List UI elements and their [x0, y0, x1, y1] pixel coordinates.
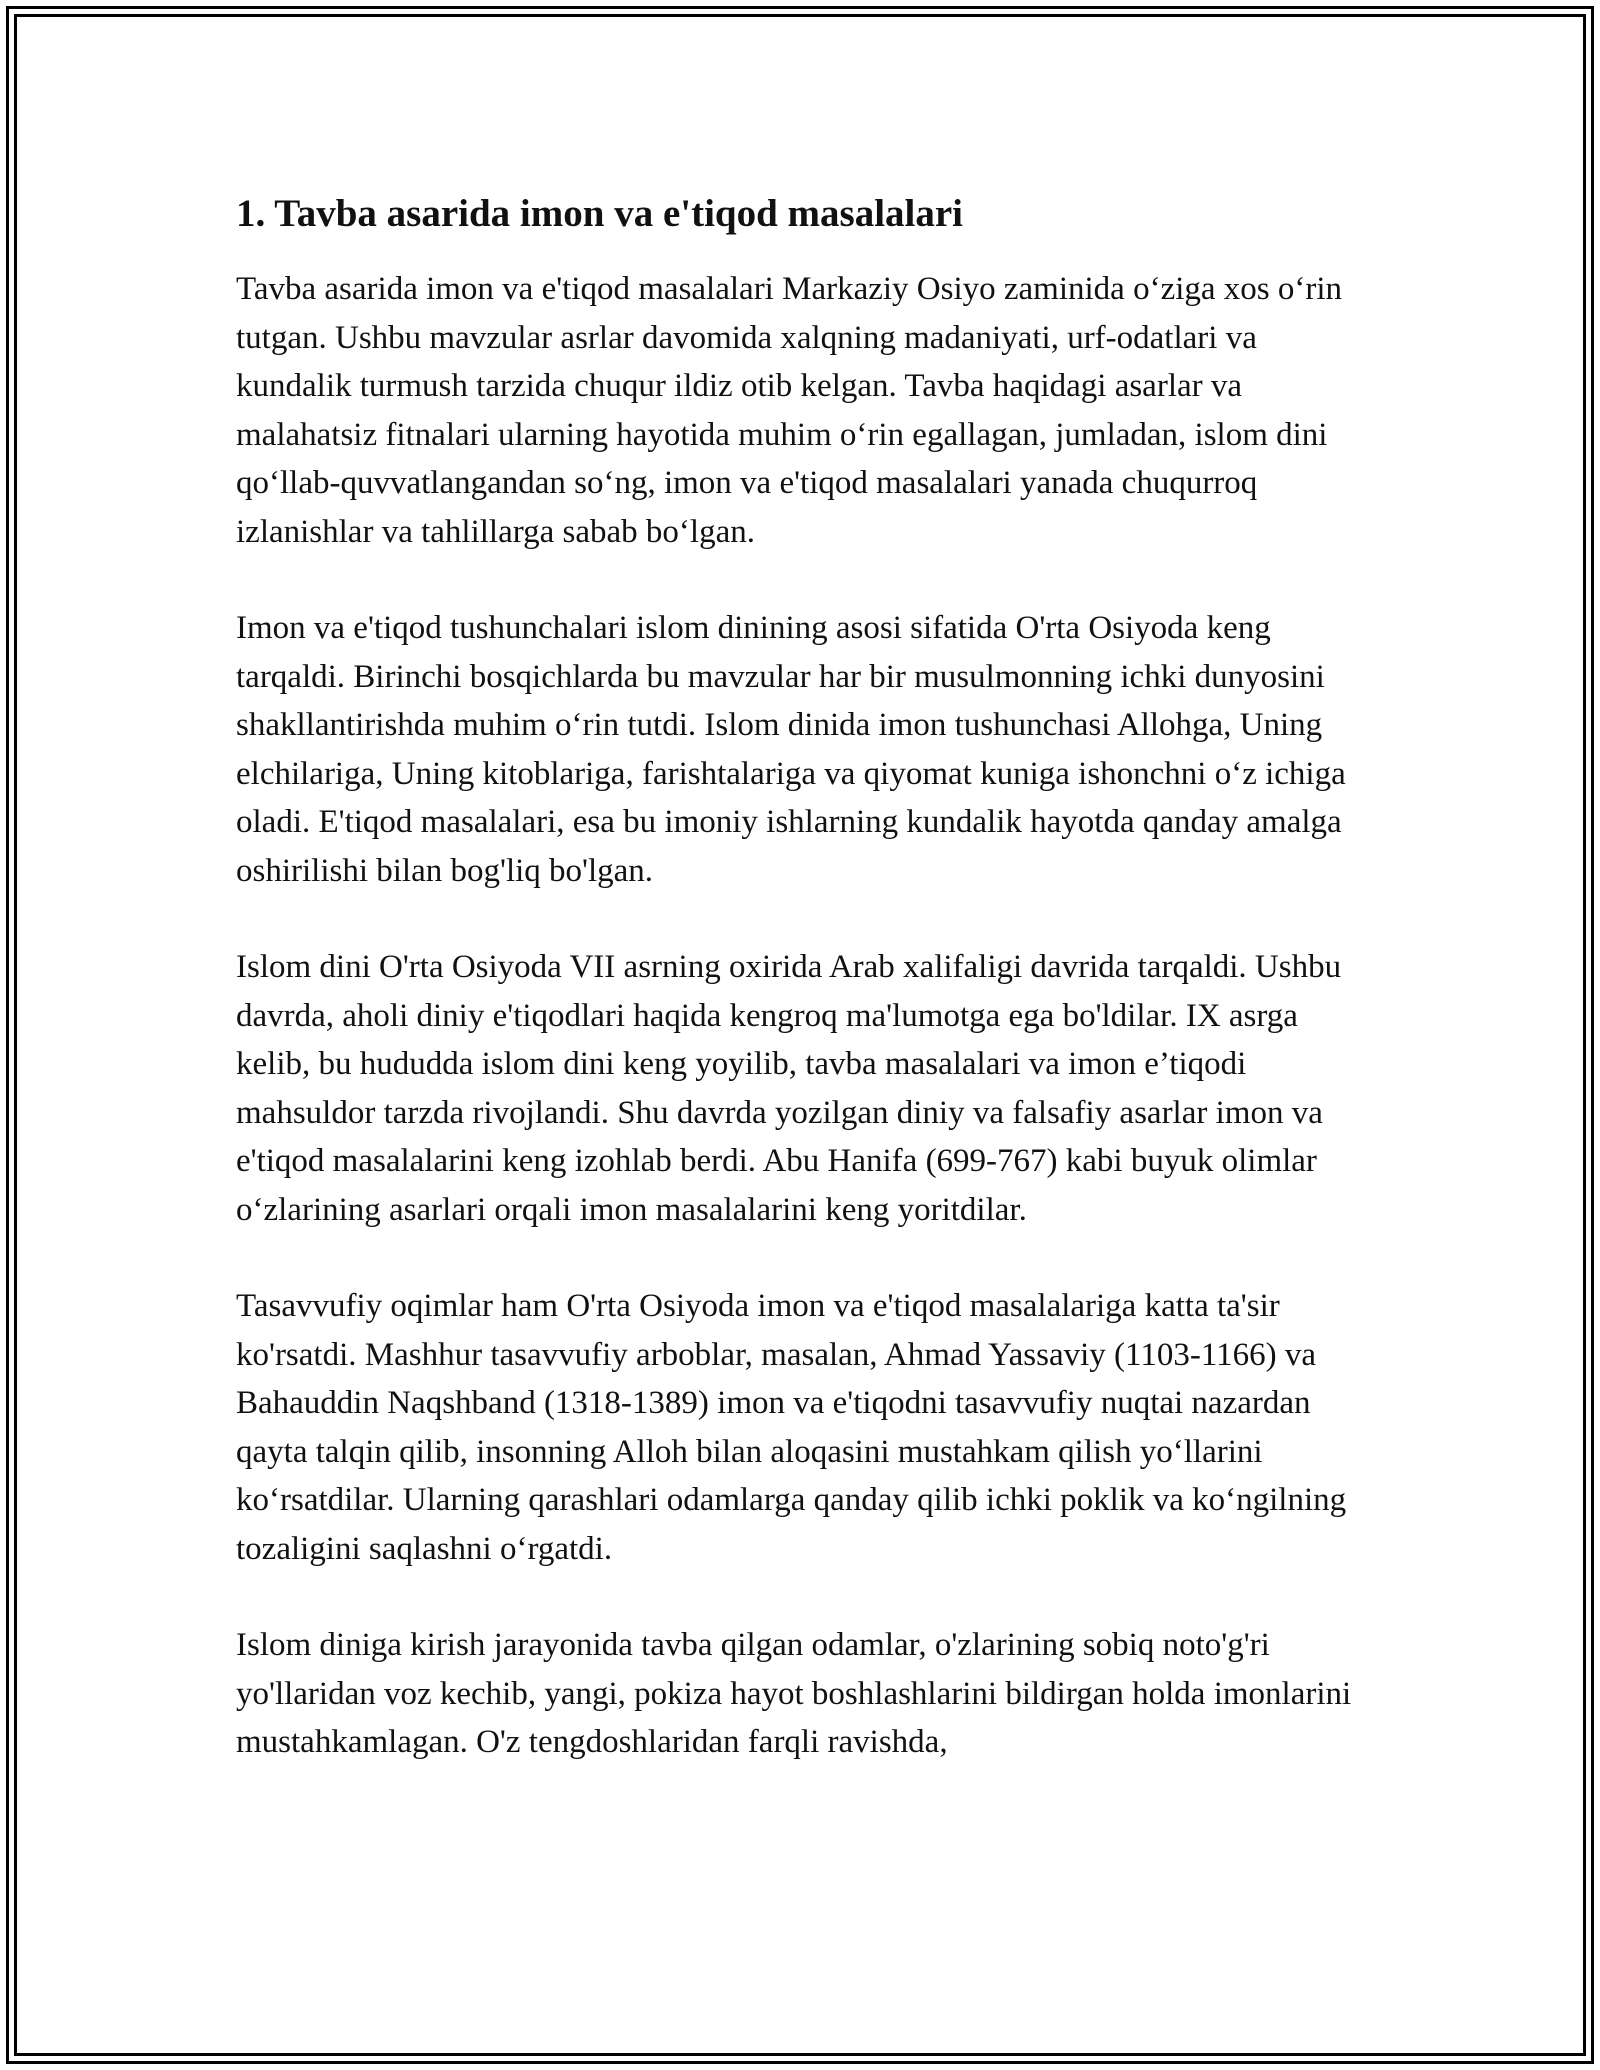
paragraph-5: Islom diniga kirish jarayonida tavba qilgan odamlar, o'zlarining sobiq noto'g'ri yo'llaridan voz kechib, yangi, pokiza hayot boshlashlarini bildirgan holda imonlarini mustahkamlagan. O'z tengdoshlaridan farqli ravishda,: [236, 1627, 1352, 1760]
section-heading: 1. Tavba asarida imon va e'tiqod masalalari: [236, 192, 964, 235]
paragraph-2: Imon va e'tiqod tushunchalari islom dinining asosi sifatida O'rta Osiyoda keng tarqaldi. Birinchi bosqichlarda bu mavzular har bir musulmonning ichki dunyosini shakllantirishda muhim o‘rin tutdi. Islom dinida imon tushunchasi Allohga, Uning elchilariga, Uning kitoblariga, farishtalariga va qiyomat kuniga ishonchni o‘z ichiga oladi. E'tiqod masalalari, esa bu imoniy ishlarning kundalik hayotda qanday amalga oshirilishi bilan bog'liq bo'lgan.: [236, 610, 1346, 889]
paragraph-1: Tavba asarida imon va e'tiqod masalalari Markaziy Osiyo zaminida o‘ziga xos o‘rin tutgan. Ushbu mavzular asrlar davomida xalqning madaniyati, urf-odatlari va kundalik turmush tarzida chuqur ildiz otib kelgan. Tavba haqidagi asarlar va malahatsiz fitnalari ularning hayotida muhim o‘rin egallagan, jumladan, islom dini qo‘llab-quvvatlangandan so‘ng, imon va e'tiqod masalalari yanada chuqurroq izlanishlar va tahlillarga sabab bo‘lgan.: [236, 271, 1343, 550]
document-body: [236, 186, 1376, 1815]
paragraph-3: Islom dini O'rta Osiyoda VII asrning oxirida Arab xalifaligi davrida tarqaldi. Ushbu davrda, aholi diniy e'tiqodlari haqida kengroq ma'lumotga ega bo'ldilar. IX asrga kelib, bu hududda islom dini keng yoyilib, tavba masalalari va imon e’tiqodi mahsuldor tarzda rivojlandi. Shu davrda yozilgan diniy va falsafiy asarlar imon va e'tiqod masalalarini keng izohlab berdi. Abu Hanifa (699-767) kabi buyuk olimlar o‘zlarining asarlari orqali imon masalalarini keng yoritdilar.: [236, 949, 1342, 1228]
paragraph-4: Tasavvufiy oqimlar ham O'rta Osiyoda imon va e'tiqod masalalariga katta ta'sir ko'rsatdi. Mashhur tasavvufiy arboblar, masalan, Ahmad Yassaviy (1103-1166) va Bahauddin Naqshband (1318-1389) imon va e'tiqodni tasavvufiy nuqtai nazardan qayta talqin qilib, insonning Alloh bilan aloqasini mustahkam qilish yo‘llarini ko‘rsatdilar. Ularning qarashlari odamlarga qanday qilib ichki poklik va ko‘ngilning tozaligini saqlashni o‘rgatdi.: [236, 1288, 1347, 1567]
